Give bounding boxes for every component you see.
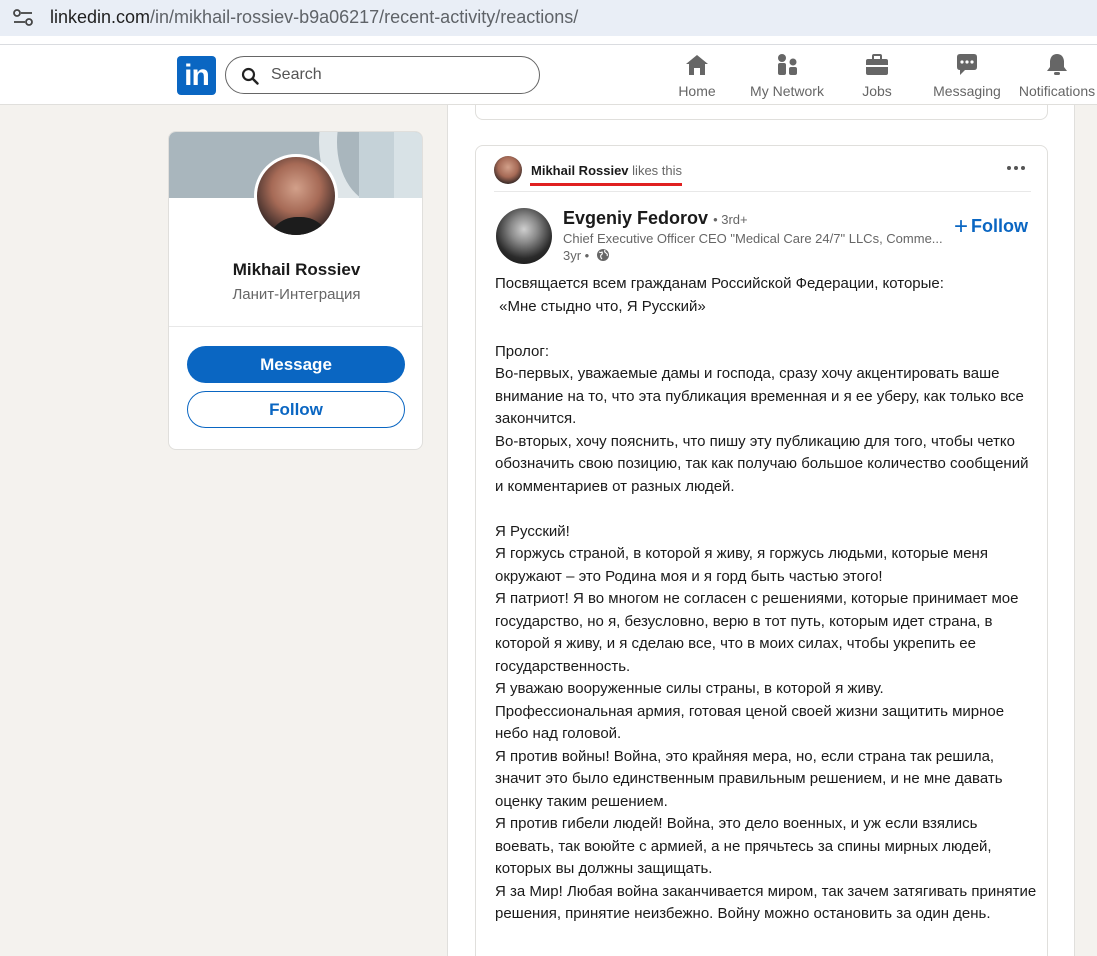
search-bar[interactable] bbox=[225, 56, 540, 94]
banner-stripe bbox=[394, 132, 423, 198]
nav-my-network-label: My Network bbox=[750, 83, 824, 99]
post-paragraph: Я патриот! Я во многом не согласен с решениями, которые принимает мое государство, но я, безусловно, верю в тот путь, которым идет страна, в которой я живу, и я сделаю все, что в моих силах, чтобы укрепить ее государственность. bbox=[495, 590, 1019, 675]
post-paragraph: Пролог: bbox=[495, 342, 550, 360]
reactor-avatar[interactable] bbox=[494, 156, 522, 184]
profile-name[interactable]: Mikhail Rossiev bbox=[232, 260, 361, 279]
plus-icon: + bbox=[954, 213, 969, 240]
post-paragraph bbox=[495, 318, 1040, 341]
top-navbar bbox=[0, 45, 1097, 105]
post-paragraph: Я горжусь страной, в которой я живу, я горжусь людьми, которые меня окружают – это Родина моя и я горд быть частью этого! bbox=[495, 545, 988, 585]
nav-messaging[interactable] bbox=[931, 51, 1003, 101]
profile-company: Ланит-Интеграция bbox=[232, 286, 361, 303]
nav-notifications[interactable] bbox=[1018, 51, 1096, 101]
post-body bbox=[495, 273, 1040, 926]
post-paragraph: Я против гибели людей! Война, это дело военных, и уж если взялись воевать, так воюйте с армией, а не прячьтесь за спины мирных людей, которых вы должны защищать. bbox=[495, 815, 992, 877]
reaction-header bbox=[531, 163, 682, 178]
url-field[interactable] bbox=[0, 0, 1097, 36]
highlight-underline bbox=[530, 183, 682, 186]
previous-post-card bbox=[475, 105, 1048, 120]
linkedin-logo[interactable]: in bbox=[177, 56, 216, 95]
post-paragraph: Я уважаю вооруженные силы страны, в которой я живу. bbox=[495, 680, 884, 697]
post-paragraph: Во-вторых, хочу пояснить, что пишу эту публикацию для того, чтобы четко обозначить свою позицию, так как получаю большое количество сообщений и комментариев от разных людей. bbox=[495, 432, 1029, 495]
post-paragraph: Я за Мир! Любая война заканчивается миром, так зачем затягивать принятие решения, принятие неизбежно. Войну можно остановить за один день. bbox=[495, 882, 1037, 922]
nav-notifications-label: Notifications bbox=[1018, 83, 1096, 99]
url-text[interactable] bbox=[50, 7, 578, 28]
post-paragraph: Посвящается всем гражданам Российской Федерации, которые: bbox=[495, 275, 944, 292]
post-time bbox=[563, 248, 610, 263]
post-card bbox=[475, 145, 1048, 956]
reactor-action: likes this bbox=[632, 163, 683, 178]
avatar-shirt bbox=[267, 217, 331, 238]
browser-address-bar bbox=[0, 0, 1097, 45]
nav-messaging-label: Messaging bbox=[933, 83, 1001, 99]
profile-card bbox=[168, 131, 423, 450]
follow-author-button[interactable] bbox=[954, 213, 1028, 241]
site-info-icon[interactable] bbox=[12, 8, 34, 28]
author-avatar[interactable] bbox=[496, 208, 552, 264]
divider bbox=[169, 326, 423, 327]
url-host: linkedin.com bbox=[50, 7, 151, 27]
more-options-icon[interactable] bbox=[1004, 158, 1028, 178]
post-paragraph: Я против войны! Война, это крайняя мера, но, если страна так решила, значит это было единственным правильным решением, и не мне давать оценку таким решением. bbox=[495, 747, 1003, 810]
messaging-icon bbox=[953, 51, 981, 79]
post-paragraph: Я Русский! bbox=[495, 522, 570, 540]
post-time-text: 3yr • bbox=[563, 248, 590, 263]
nav-jobs-label: Jobs bbox=[862, 83, 892, 99]
my-network-icon bbox=[773, 51, 801, 79]
search-input[interactable] bbox=[271, 63, 521, 87]
url-path: /in/mikhail-rossiev-b9a06217/recent-activity/reactions/ bbox=[150, 7, 579, 27]
author-name[interactable]: Evgeniy Fedorov bbox=[563, 208, 709, 228]
post-paragraph bbox=[495, 498, 1040, 521]
nav-jobs[interactable] bbox=[856, 51, 898, 101]
avatar[interactable] bbox=[254, 154, 338, 238]
nav-my-network[interactable] bbox=[745, 51, 829, 101]
post-paragraph: Во-первых, уважаемые дамы и господа, сразу хочу акцентировать ваше внимание на то, что эта публикация временная и я ее уберу, как только все закончится. bbox=[495, 365, 1024, 427]
follow-button[interactable]: Follow bbox=[187, 391, 405, 428]
banner-stripe bbox=[359, 132, 399, 198]
nav-home[interactable] bbox=[672, 51, 722, 101]
search-icon bbox=[241, 67, 259, 85]
connection-degree: • 3rd+ bbox=[713, 212, 748, 227]
nav-home-label: Home bbox=[678, 83, 716, 99]
follow-author-label: Follow bbox=[971, 216, 1029, 236]
home-icon bbox=[683, 51, 711, 79]
divider bbox=[494, 191, 1031, 192]
jobs-icon bbox=[863, 51, 891, 79]
author-name-line bbox=[563, 208, 748, 229]
post-paragraph: «Мне стыдно что, Я Русский» bbox=[495, 297, 706, 315]
message-button[interactable]: Message bbox=[187, 346, 405, 383]
author-headline: Chief Executive Officer CEO "Medical Care 24/7" LLCs, Comme... bbox=[563, 231, 943, 246]
post-paragraph: Профессиональная армия, готовая ценой своей жизни защитить мирное небо над головой. bbox=[495, 702, 1005, 742]
notifications-icon bbox=[1043, 51, 1071, 79]
globe-icon bbox=[596, 248, 610, 262]
reactor-name[interactable]: Mikhail Rossiev bbox=[531, 163, 629, 178]
